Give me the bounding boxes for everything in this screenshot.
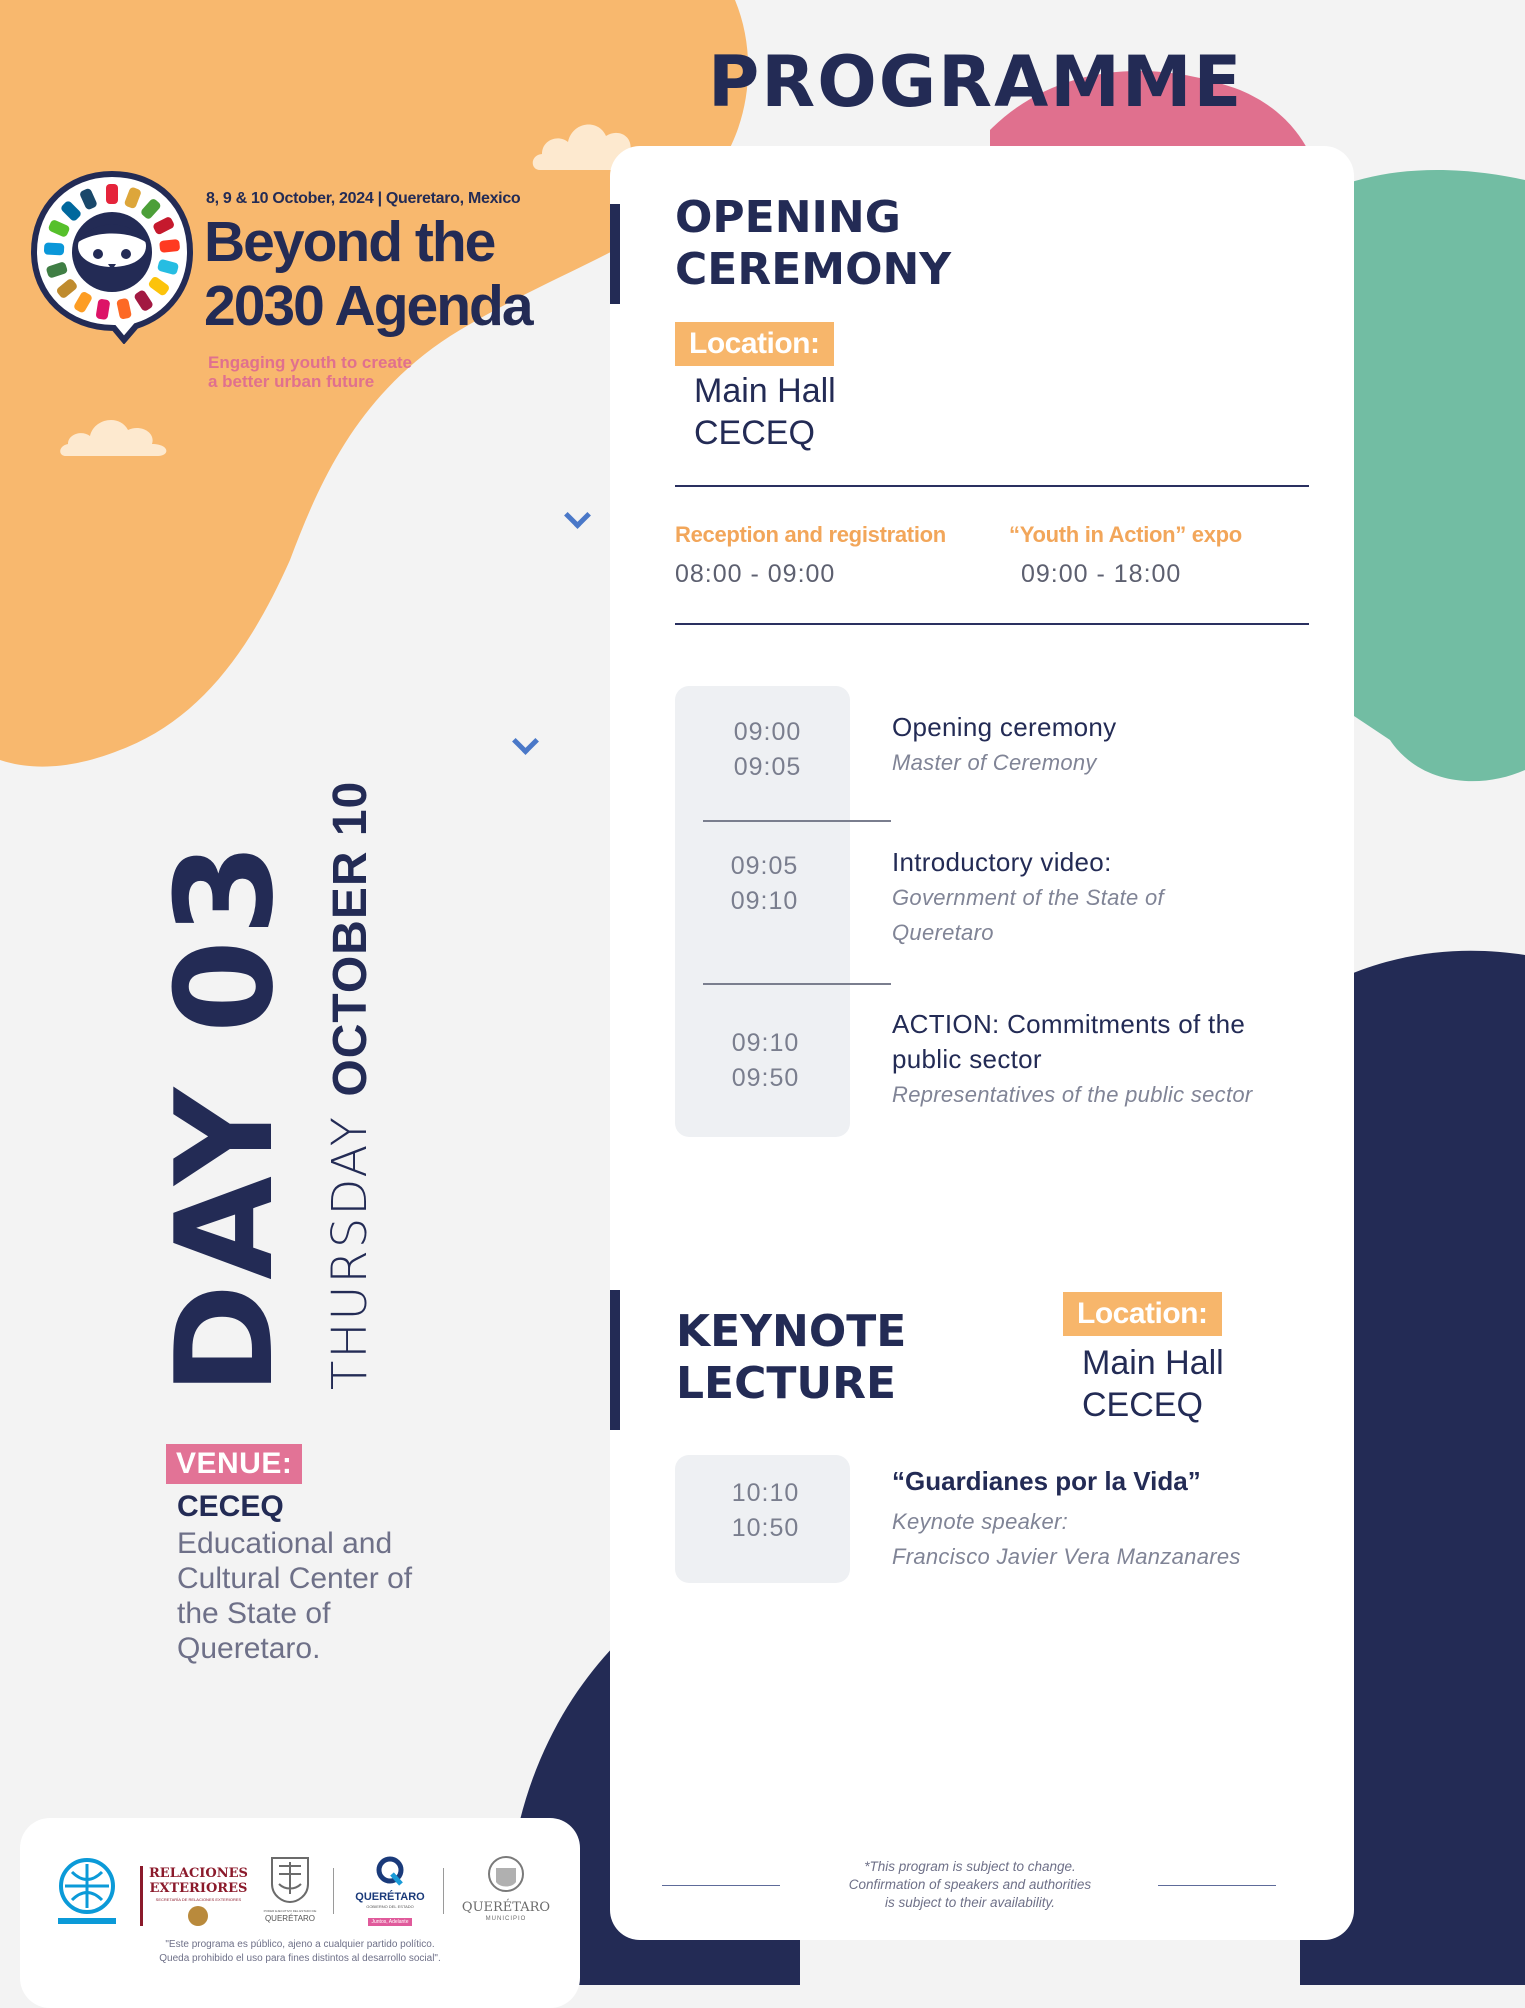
event-dates: 8, 9 & 10 October, 2024 | Queretaro, Mexico xyxy=(206,190,521,207)
sre-line2: EXTERIORES xyxy=(149,1881,248,1896)
municipality-seal-icon xyxy=(484,1854,528,1896)
session-info: Opening ceremony Master of Ceremony xyxy=(892,712,1117,775)
event-name-line2: 2030 Agenda xyxy=(204,274,532,338)
side-event-time: 09:00 - 18:00 xyxy=(1021,560,1182,588)
event-logo-icon xyxy=(28,168,196,344)
teal-blob xyxy=(1330,170,1525,781)
divider xyxy=(703,983,891,985)
divider xyxy=(675,485,1309,487)
side-event-label: “Youth in Action” expo xyxy=(1009,522,1242,547)
sre-seal-icon xyxy=(188,1906,208,1926)
event-tagline-line2: a better urban future xyxy=(208,372,375,391)
venue-tag: VENUE: xyxy=(166,1444,302,1484)
municipality-logo xyxy=(456,1854,556,1923)
sre-small: SECRETARÍA DE RELACIONES EXTERIORES xyxy=(155,1897,242,1902)
event-name-line1: Beyond the xyxy=(204,210,495,274)
divider xyxy=(662,1885,780,1886)
side-event-time: 08:00 - 09:00 xyxy=(675,560,836,588)
side-event-label: Reception and registration xyxy=(675,522,946,547)
mun-name: QUERÉTARO xyxy=(461,1900,551,1915)
gov-small: GOBIERNO DEL ESTADO xyxy=(366,1904,414,1909)
keynote-lecture-title: “Guardianes por la Vida” xyxy=(892,1466,1201,1496)
un-habitat-logo-icon xyxy=(52,1856,122,1928)
opening-location: Main Hall CECEQ xyxy=(694,372,836,452)
day-weekday: THURSDAY xyxy=(322,1115,378,1390)
state-seal-icon xyxy=(267,1854,313,1904)
day-date-text: OCTOBER 10 xyxy=(324,780,377,1097)
sre-logo xyxy=(140,1866,248,1926)
state-seal-logo xyxy=(262,1854,318,1924)
cloud-icon xyxy=(58,408,178,458)
state-seal-small: PODER EJECUTIVO DEL ESTADO DE xyxy=(263,1909,317,1913)
divider xyxy=(703,820,891,822)
keynote-info: “Guardianes por la Vida” Keynote speaker: Francisco Javier Vera Manzanares xyxy=(892,1462,1241,1574)
event-tagline-line1: Engaging youth to create xyxy=(208,353,413,372)
session-info: ACTION: Commitments of the public sector Representatives of the public sector xyxy=(892,1009,1253,1107)
venue-name: CECEQ xyxy=(177,1490,284,1523)
session-time: 09:05 09:10 xyxy=(730,852,799,915)
queretaro-q-icon xyxy=(374,1856,406,1886)
day-label: DAY 03 xyxy=(147,838,303,1395)
keynote-location: Main Hall CECEQ xyxy=(1082,1344,1224,1424)
gov-name: QUERÉTARO xyxy=(355,1891,425,1903)
program-disclaimer: *This program is subject to change. Confirmation of speakers and authorities is subject to their availability. xyxy=(848,1859,1092,1910)
sre-line1: RELACIONES xyxy=(149,1866,248,1881)
opening-title: OPENING CEREMONY xyxy=(675,192,952,295)
divider xyxy=(1158,1885,1276,1886)
session-time: 09:10 09:50 xyxy=(731,1029,800,1092)
opening-location-tag: Location: xyxy=(675,322,834,366)
day-date xyxy=(322,630,382,1390)
keynote-title: KEYNOTE LECTURE xyxy=(676,1306,907,1409)
session-time: 09:00 09:05 xyxy=(733,718,802,781)
state-government-logo xyxy=(346,1856,434,1928)
divider xyxy=(333,1868,334,1914)
gov-slogan: Juntos, Adelante xyxy=(368,1918,413,1926)
mun-small: MUNICIPIO xyxy=(485,1916,527,1922)
page-title: PROGRAMME xyxy=(708,41,1244,123)
divider xyxy=(675,623,1309,625)
section-accent-bar xyxy=(610,204,620,304)
legal-notice: "Este programa es público, ajeno a cualquier partido político. Queda prohibido el uso para fines distintos al desarrollo social". xyxy=(159,1939,441,1964)
state-seal-text: QUERÉTARO xyxy=(264,1914,316,1923)
keynote-location-tag: Location: xyxy=(1063,1292,1222,1336)
session-info: Introductory video: Government of the State of Queretaro xyxy=(892,847,1164,945)
session-time: 10:10 10:50 xyxy=(731,1479,800,1542)
venue-description: Educational and Cultural Center of the State of Queretaro. xyxy=(177,1527,413,1665)
section-accent-bar xyxy=(610,1290,620,1430)
divider xyxy=(443,1868,444,1914)
